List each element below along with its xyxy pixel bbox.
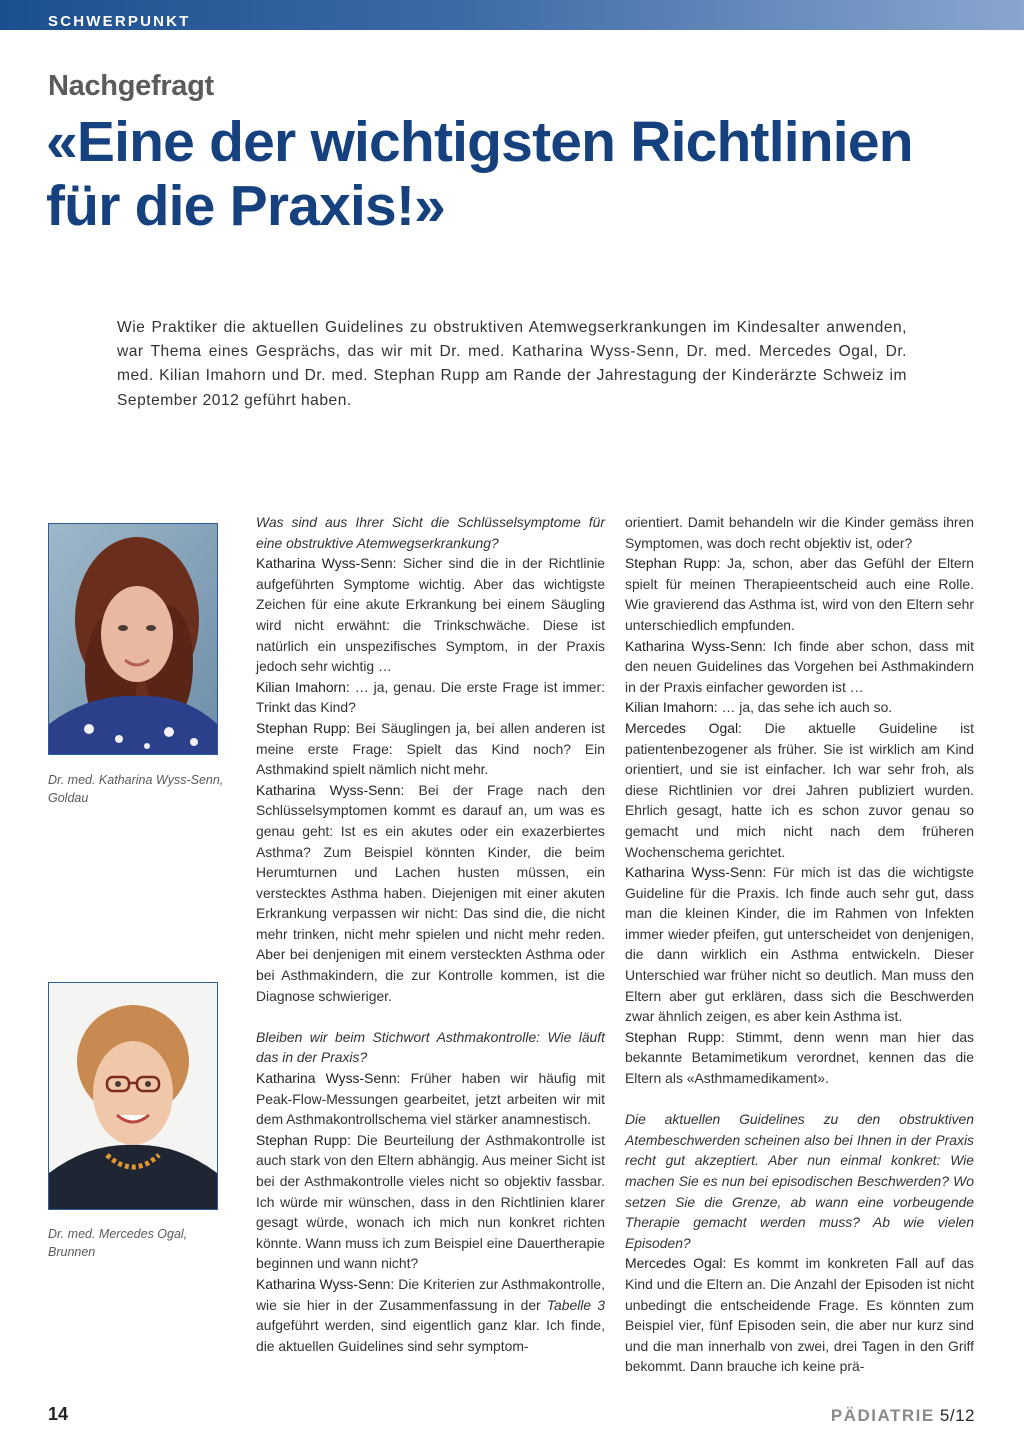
answer-text: Ja, schon, aber das Gefühl der Eltern spielt für meinen Therapieentscheid auch eine Rolle. Wie gravierend das Asthma ist, wird von den Eltern sehr unterschiedlich empfunden. [625,555,974,633]
answer-text: Die Kriterien zur Asthmakontrolle, wie sie hier in der Zusammenfassung in der [256,1275,605,1313]
answer-text: Früher haben wir häufig mit Peak-Flow-Messungen gearbeitet, jetzt arbeiten wir mit dem Asthmakontrollschema viel stärker anamnestisch. [256,1070,605,1128]
answer-text: Ich finde aber schon, dass mit den neuen Guidelines das Vorgehen bei Asthmakindern in der Praxis einfacher geworden ist … [625,637,974,695]
journal-issue: 5/12 [934,1406,975,1425]
table-reference: Tabelle 3 [546,1296,605,1313]
speaker-name: Stephan Rupp: [625,555,721,572]
photo-caption-2: Dr. med. Mercedes Ogal, Brunnen [48,1227,188,1259]
page-number: 14 [48,1404,69,1424]
answer-text: … ja, genau. Die erste Frage ist immer: Trinkt das Kind? [256,678,605,716]
answer-text: … ja, das sehe ich auch so. [717,699,893,716]
interview-answer [625,862,974,1027]
speaker-name: Stephan Rupp: [625,1028,725,1045]
answer-text: Die aktuelle Guideline ist patientenbezogener als früher. Sie ist wirklich am Kind orientiert, und sie ist einfacher. Ich war sehr froh, als diese Richtlinien vor drei Jahren publiziert wurden. Ehrlich gesagt, hatte ich es schon zuvor genau so gemacht und mich nicht nach dem früheren Wochenschema gerichtet. [625,719,974,860]
interview-answer [256,1130,605,1274]
answer-text: Bei der Frage nach den Schlüsselsymptomen kommt es darauf an, um was es genau geht: Ist es ein akutes oder ein exazerbiertes Asthma? Zum Beispiel könnten Kinder, die beim Herumturnen und Lachen husten müssen, ein verstecktes Asthma haben. Diejenigen mit einer akuten Erkrankung verpassen wir nicht: Das sind die, die nicht mehr trinken, nicht mehr spielen und nicht mehr reden. Aber bei denjenigen mit einem versteckten Asthma oder bei Asthmakindern, die zur Kontrolle kommen, ist die Diagnose schwieriger. [256,781,605,1004]
interview-answer [625,697,974,718]
interview-answer [625,636,974,698]
photo-caption-1: Dr. med. Katharina Wyss-Senn, Goldau [48,773,224,805]
answer-text: Es kommt im konkreten Fall auf das Kind und die Eltern an. Die Anzahl der Episoden ist nicht unbedingt die entscheidende Frage. Es könnten zum Beispiel vier, fünf Episoden sein, die aber nur kurz sind und die man innerhalb von zwei, drei Tagen in den Griff bekommt. Dann brauche ich keine prä- [625,1255,974,1375]
speaker-name: Katharina Wyss-Senn: [256,555,397,572]
speaker-name: Katharina Wyss-Senn: [625,864,767,881]
answer-text: Stimmt, denn wenn man hier das bekannte Betamimetikum verordnet, kennen das die Eltern als «Asthmamedikament». [625,1028,974,1087]
text-column-1 [256,512,605,1356]
interview-answer [256,1274,605,1356]
interview-answer [256,677,605,718]
speaker-name: Kilian Imahorn: [625,699,718,716]
interview-answer [625,718,974,862]
interview-answer [256,1068,605,1130]
answer-text: Für mich ist das die wichtigste Guideline für die Praxis. Ich finde auch sehr gut, dass man die kleinen Kinder, die im Rahmen von Infekten immer wieder pfeifen, gut unterscheidet von denjenigen, die dann wirklich ein Asthma entwickeln. Dieser Unterschied war früher nicht so deutlich. Man muss den Eltern aber gut erklären, dass sich die Beschwerden zwar ähnlich zeigen, es aber kein Asthma ist. [625,864,974,1025]
speaker-name: Stephan Rupp: [256,719,351,736]
section-label: SCHWERPUNKT [48,13,191,30]
speaker-name: Katharina Wyss-Senn: [256,1070,401,1087]
speaker-name: Katharina Wyss-Senn: [256,781,405,798]
interview-answer [256,553,605,677]
interview-answer [625,1253,974,1377]
speaker-name: Mercedes Ogal: [625,719,742,736]
speaker-name: Katharina Wyss-Senn: [625,637,767,654]
interview-answer [256,780,605,1007]
section-header-bar [0,0,1024,30]
interview-question: Was sind aus Ihrer Sicht die Schlüsselsymptome für eine obstruktive Atemwegserkrankung? [256,514,605,551]
answer-text: orientiert. Damit behandeln wir die Kinder gemäss ihren Symptomen, was doch recht objektiv ist, oder? [625,514,974,551]
answer-text: Bei Säuglingen ja, bei allen anderen ist meine erste Frage: Spielt das Kind noch? Ein Asthmakind spielt nämlich nicht mehr. [256,719,605,778]
portrait-image-2 [49,983,217,1209]
interview-question: Bleiben wir beim Stichwort Asthmakontrolle: Wie läuft das in der Praxis? [256,1028,605,1066]
article-lead: Wie Praktiker die aktuellen Guidelines zu obstruktiven Atemwegserkrankungen im Kindesalter anwenden, war Thema eines Gesprächs, das wir mit Dr. med. Katharina Wyss-Senn, Dr. med. Mercedes Ogal, Dr. med. Kilian Imahorn und Dr. med. Stephan Rupp am Rande der Jahrestagung der Kinderärzte Schweiz im September 2012 geführt haben. [117,319,907,409]
speaker-name: Stephan Rupp: [256,1131,351,1148]
portrait-photo-ogal [48,982,218,1210]
journal-name: PÄDIATRIE [830,1406,935,1425]
interview-question: Die aktuellen Guidelines zu den obstruktiven Atembeschwerden scheinen also bei Ihnen in der Praxis recht gut akzeptiert. Aber nun einmal konkret: Wie machen Sie es nun bei episodischen Beschwerden? Wo setzen Sie die Grenze, ab wann eine vorbeugende Therapie gemacht werden muss? Ab wie vielen Episoden? [625,1111,974,1251]
speaker-name: Kilian Imahorn: [256,678,350,695]
interview-answer [625,553,974,635]
text-column-2 [625,512,974,1377]
interview-answer [625,1027,974,1089]
interview-answer [625,512,974,553]
portrait-photo-wyss-senn [48,523,218,755]
journal-footer [831,1406,975,1426]
interview-answer [256,718,605,780]
article-title-line-2: für die Praxis!» [46,174,446,238]
answer-text: Die Beurteilung der Asthmakontrolle ist auch stark von den Eltern abhängig. Aus meiner Sicht ist bei der Asthmakontrolle vieles nicht so objektiv fassbar. Ich würde mir wünschen, dass in den Richtlinien klarer gesagt würde, wonach ich mich nun konkret richten könnte. Wann muss ich zum Beispiel eine Dauertherapie beginnen und wann nicht? [256,1131,605,1272]
article-title-line-1: «Eine der wichtigsten Richtlinien [46,110,913,174]
article-kicker: Nachgefragt [48,70,214,102]
portrait-image-1 [49,524,217,754]
answer-text: Sicher sind die in der Richtlinie aufgeführten Symptome wichtig. Aber das wichtigste Zeichen für eine akute Erkrankung bei einem Säugling wird nicht erwähnt: die Trinkschwäche. Diese ist natürlich ein unspezifisches Symptom, in der Praxis jedoch sehr wichtig … [256,555,606,675]
answer-text-continued: aufgeführt werden, sind eigentlich ganz klar. Ich finde, die aktuellen Guidelines sind sehr symptom- [256,1317,605,1354]
speaker-name: Katharina Wyss-Senn: [256,1275,395,1292]
speaker-name: Mercedes Ogal: [625,1255,727,1272]
article-title [46,110,986,238]
